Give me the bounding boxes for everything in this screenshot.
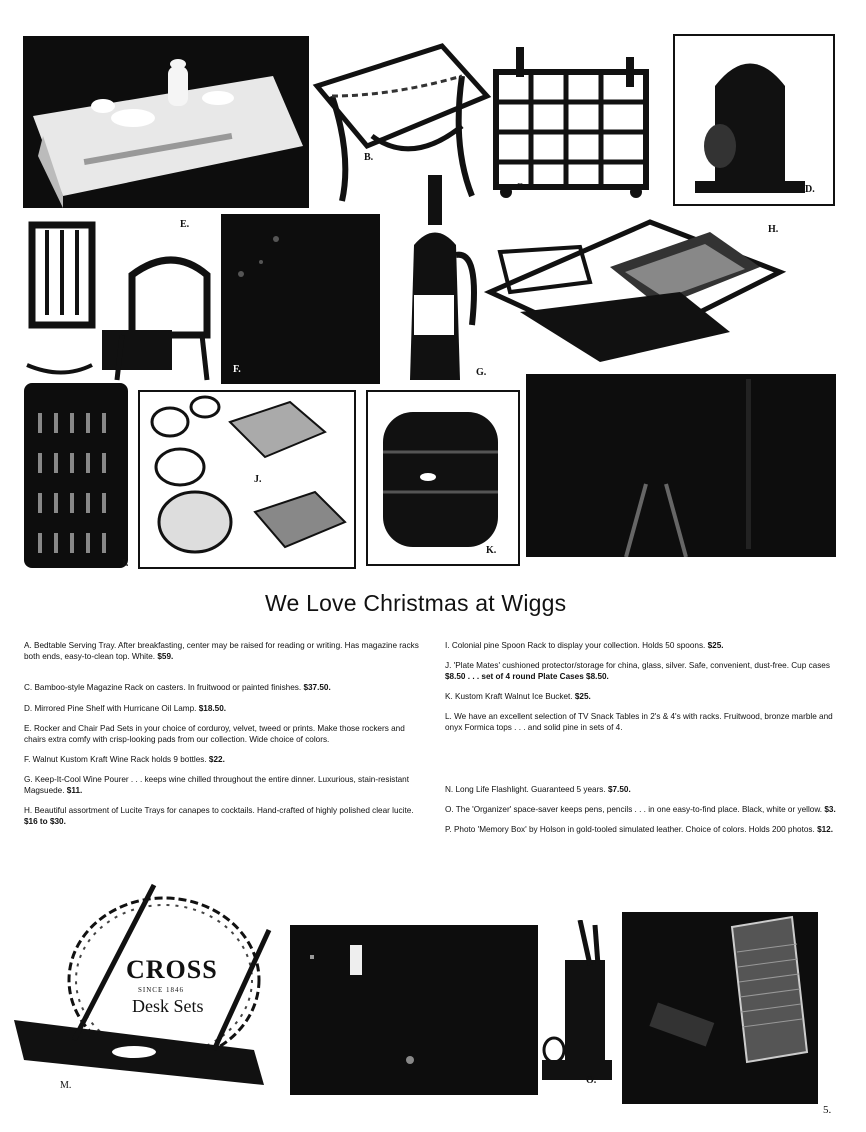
copy-item-p: P. Photo 'Memory Box' by Holson in gold-tooled simulated leather. Choice of colors. Holds 200 photos. $12. <box>445 825 834 834</box>
organizer-illustration <box>540 920 620 1095</box>
photo-k-ice-bucket <box>366 390 520 566</box>
copy-item-d: D. Mirrored Pine Shelf with Hurricane Oil Lamp. $18.50. <box>24 704 227 713</box>
photo-j-plate-mates <box>138 390 356 569</box>
copy-item-j: J. 'Plate Mates' cushioned protector/storage for china, glass, silver. Safe, convenient, dust-free. Cup cases $8.50 . . . set of 4 round Plate Cases $8.50. <box>445 661 830 681</box>
cross-logo-brand: CROSS <box>126 955 218 984</box>
plate-mates-illustration <box>140 392 354 567</box>
copy-item-k: K. Kustom Kraft Walnut Ice Bucket. $25. <box>445 692 591 701</box>
photo-l-tv-snack-tables <box>526 374 836 557</box>
cross-logo-line: Desk Sets <box>132 996 204 1016</box>
label-c: C. <box>516 182 526 193</box>
copy-faint-line <box>445 742 837 775</box>
snack-tables-illustration <box>526 374 836 557</box>
rocker-chairs-illustration <box>22 215 218 385</box>
photo-m-cross-desk-set <box>14 880 280 1110</box>
photo-h-lucite-trays <box>480 212 800 364</box>
page-headline: We Love Christmas at Wiggs <box>265 590 567 616</box>
photo-f-wine-rack <box>221 214 380 384</box>
copy-item-c: C. Bamboo-style Magazine Rack on casters. In fruitwood or painted finishes. $37.50. <box>24 683 331 692</box>
label-j: J. <box>254 474 262 485</box>
copy-item-l: L. We have an excellent selection of TV Snack Tables in 2's & 4's with racks. Fruitwood, bronze marble and onyx Formica tops . . . and solid pine in sets of 4. <box>445 712 833 732</box>
ice-bucket-illustration <box>368 392 518 564</box>
label-h: H. <box>768 224 779 235</box>
photo-a-bedtable-serving-tray <box>23 36 309 208</box>
cross-logo-since: SINCE 1846 <box>138 986 184 994</box>
copy-item-a: A. Bedtable Serving Tray. After breakfasting, center may be raised for reading or writing. Has magazine racks both ends, easy-to-clean top. White. $59. <box>24 641 419 661</box>
photo-e-rocker-chair-pads <box>22 215 218 385</box>
photo-o-organizer <box>540 920 620 1095</box>
memory-box-illustration <box>622 912 818 1104</box>
copy-item-n: N. Long Life Flashlight. Guaranteed 5 years. $7.50. <box>445 785 631 794</box>
copy-right-column <box>445 640 837 835</box>
pine-shelf-illustration <box>675 36 833 204</box>
photo-n-flashlight <box>290 925 538 1095</box>
lucite-trays-illustration <box>480 212 800 364</box>
photo-i-spoon-rack <box>24 383 128 568</box>
page-number: 5. <box>823 1104 832 1116</box>
spoon-rack-illustration <box>24 383 128 568</box>
cross-desk-set-illustration <box>14 880 280 1110</box>
magazine-rack-illustration <box>486 42 664 210</box>
label-o: O. <box>586 1075 597 1086</box>
copy-item-o: O. The 'Organizer' space-saver keeps pens, pencils . . . in one easy-to-find place. Black, white or yellow. $3. <box>445 805 836 814</box>
photo-c-magazine-rack <box>486 42 664 210</box>
photo-d-pine-shelf <box>673 34 835 206</box>
copy-item-f: F. Walnut Kustom Kraft Wine Rack holds 9 bottles. $22. <box>24 755 225 764</box>
label-d: D. <box>805 184 815 195</box>
label-b: B. <box>364 152 374 163</box>
copy-left-column <box>24 640 424 827</box>
copy-item-g: G. Keep-It-Cool Wine Pourer . . . keeps wine chilled throughout the entire dinner. Luxurious, stain-resistant Magsuede. $11. <box>24 775 410 795</box>
copy-item-h: H. Beautiful assortment of Lucite Trays for canapes to cocktails. Hand-crafted of highly polished clear lucite. $16 to $30. <box>24 806 414 826</box>
photo-p-memory-box <box>622 912 818 1104</box>
flashlight-illustration <box>290 925 538 1095</box>
copy-item-e: E. Rocker and Chair Pad Sets in your choice of corduroy, velvet, tweed or prints. Make those rockers and chairs extra comfy with crisp-looking pads from our collection. Wide choice of colors. <box>24 724 405 744</box>
label-m: M. <box>60 1080 72 1091</box>
label-g: G. <box>476 367 487 378</box>
wine-rack-illustration <box>221 214 380 384</box>
serving-tray-illustration <box>23 36 309 208</box>
label-i: I. <box>122 558 129 569</box>
label-f: F. <box>233 364 241 375</box>
label-k: K. <box>486 545 497 556</box>
label-e: E. <box>180 219 190 230</box>
copy-item-i: I. Colonial pine Spoon Rack to display your collection. Holds 50 spoons. $25. <box>445 641 724 650</box>
